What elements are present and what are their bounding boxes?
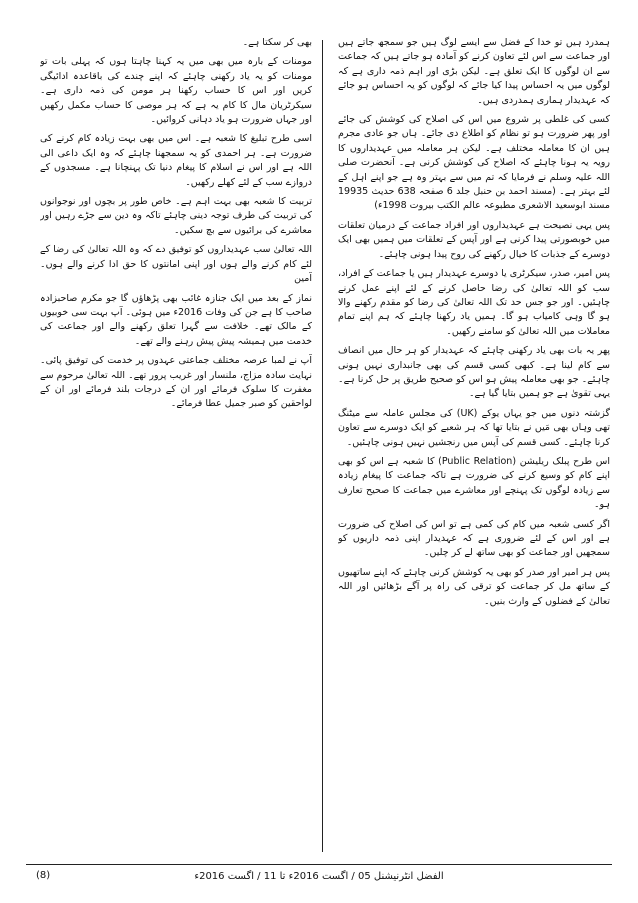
- left-paragraph: مومنات کے بارہ میں بھی میں یہ کہنا چاہتا ہوں کہ پہلی بات تو مومنات کو یہ یاد رکھنی چاہئے کہ اپنے چندے کی باقاعدہ ادائیگی کریں اور اس کا حساب رکھنا ہر مومن کی ذمہ داری ہے۔ سیکرٹریان مال کا کام یہ ہے کہ ہر موصی کا حساب مکمل رکھیں اور جہاں ضرورت ہو یاد دہانی کروائیں۔: [40, 56, 312, 126]
- right-paragraph: ہمدرد ہیں تو خدا کے فضل سے ایسے لوگ ہیں جو سمجھ جاتے ہیں اور جماعت سے اس لئے تعاون کرنے کو آمادہ ہو جاتے ہیں کہ جماعت سے ان لوگوں کا ایک تعلق ہے۔ لیکن بڑی اور اہم ذمہ داری ہے کہ لوگوں میں یہ احساس پیدا کیا جائے کہ لوگوں کو یہ احساس ہو جائے کہ عہدیدار ہماری ہمدردی ہیں۔: [338, 37, 610, 106]
- left-paragraph: تربیت کا شعبہ بھی بہت اہم ہے۔ خاص طور پر بچوں اور نوجوانوں کی تربیت کی طرف توجہ دینی چاہئے تاکہ وہ دین سے جڑے رہیں اور معاشرے کی برائیوں سے بچ سکیں۔: [40, 196, 312, 236]
- right-column: [338, 36, 610, 856]
- right-paragraph: پھر یہ بات بھی یاد رکھنی چاہئے کہ عہدیدار کو ہر حال میں انصاف سے کام لینا ہے۔ کبھی کسی قسم کی بھی جانبداری نہیں ہونی چاہئے۔ جو بھی معاملہ پیش ہو اس کو صحیح طریق پر حل کرنا ہے۔ یہی تقویٰ ہے جو ہمیں بتایا گیا ہے۔: [338, 345, 610, 400]
- right-paragraph: پس امیر، صدر، سیکرٹری یا دوسرے عہدیدار ہیں یا جماعت کے افراد، سب کو اللہ تعالیٰ کی رضا حاصل کرنے کے لئے اپنے عمل کرنے چاہئیں۔ اور جو جس حد تک اللہ تعالیٰ کی رضا کو مقدم رکھنے والا ہو گا وہی کامیاب ہو گا۔ ہمیں یاد رکھنا چاہئے کہ ہم اپنے تمام معاملات میں اللہ تعالیٰ کو سامنے رکھیں۔: [338, 268, 610, 337]
- left-paragraph: آپ نے لمبا عرصہ مختلف جماعتی عہدوں پر خدمت کی توفیق پائی۔ نہایت سادہ مزاج، ملنسار اور غریب پرور تھے۔ اللہ تعالیٰ مرحوم سے مغفرت کا سلوک فرمائے اور ان کے درجات بلند فرمائے اور ان کے لواحقین کو صبر جمیل عطا فرمائے۔: [40, 355, 312, 410]
- left-paragraph: نماز کے بعد میں ایک جنازہ غائب بھی پڑھاؤں گا جو مکرم صاحبزادہ صاحب کا ہے جن کی وفات 2016ء میں ہوئی۔ آپ بہت سی خوبیوں کے مالک تھے۔ خلافت سے گہرا تعلق رکھنے والے اور جماعت کی خدمت میں ہمیشہ پیش پیش رہنے والے تھے۔: [40, 292, 312, 347]
- right-paragraph: پس یہی نصیحت ہے عہدیداروں اور افراد جماعت کے درمیان تعلقات میں خوبصورتی پیدا کرنی ہے اور آپس کے تعلقات میں ہمیں بھی ایک دوسرے کے جذبات کا خیال رکھنے کی روح پیدا ہونی چاہئے۔: [338, 219, 610, 260]
- right-paragraph: گزشتہ دنوں میں جو یہاں یوکے (UK) کی مجلس عاملہ سے میٹنگ تھی وہاں بھی مَیں نے بتایا تھا کہ ہر شعبے کو ایک دوسرے سے تعاون کرنا چاہئے۔ کسی قسم کی آپس میں رنجشیں نہیں ہونی چاہئیں۔: [338, 407, 610, 448]
- right-paragraph: اس طرح پبلک ریلیشن (Public Relation) کا شعبہ ہے اس کو بھی اپنے کام کو وسیع کرنے کی ضرورت ہے تاکہ جماعت کا پیغام زیادہ سے زیادہ لوگوں تک پہنچے اور معاشرے میں جماعت کا صحیح تعارف ہو۔: [338, 455, 610, 511]
- left-paragraph: اسی طرح تبلیغ کا شعبہ ہے۔ اس میں بھی بہت زیادہ کام کرنے کی ضرورت ہے۔ ہر احمدی کو یہ سمجھنا چاہئے کہ وہ ایک داعی الی اللہ ہے اور اس نے اسلام کا پیغام دنیا تک پہنچانا ہے۔ مسجدوں کے دروازے سب کے لئے کھلے رکھیں۔: [40, 133, 312, 188]
- publication-date-line: الفضل انٹرنیشنل 05 / اگست 2016ء تا 11 / اگست 2016ء: [194, 871, 444, 882]
- left-paragraph: اللہ تعالیٰ سب عہدیداروں کو توفیق دے کہ وہ اللہ تعالیٰ کی رضا کے لئے کام کرنے والے ہوں اور اپنی امانتوں کا حق ادا کرنے والے ہوں۔ آمین: [40, 244, 312, 285]
- left-paragraph: بھی کر سکتا ہے۔: [242, 37, 312, 48]
- right-paragraph: پس ہر امیر اور صدر کو بھی یہ کوشش کرنی چاہئے کہ اپنے ساتھیوں کے ساتھ مل کر جماعت کو ترقی کی راہ پر آگے بڑھائیں اور اللہ تعالیٰ کے فضلوں کے وارث بنیں۔: [338, 566, 610, 607]
- page-footer: [26, 864, 612, 889]
- right-paragraph: کسی کی غلطی پر شروع میں اس کی اصلاح کی کوشش کی جائے اور پھر ضرورت ہو تو نظام کو اطلاع دی جائے۔ ہاں جو عادی مجرم ہیں ان کا معاملہ مختلف ہے۔ لیکن ہر معاملہ میں عہدیداروں کا رویہ یہ ہونا چاہئے کہ اصلاح کی کوشش کرنی ہے۔ آنحضرت صلی اللہ علیہ وسلم نے فرمایا کہ تم میں سے بہتر وہ ہے جو اپنے اہل کے لئے بہتر ہے۔ (مسند احمد بن حنبل جلد 6 صفحہ 638 حدیث 19935 مسند ابوسعید الاشعری مطبوعہ عالم الکتب بیروت 1998ء): [338, 114, 610, 212]
- left-column: [40, 36, 312, 856]
- page-number: (8): [36, 870, 51, 881]
- column-divider: [322, 40, 323, 852]
- right-paragraph: اگر کسی شعبہ میں کام کی کمی ہے تو اس کی اصلاح کی ضرورت ہے اور اس کے لئے ضروری ہے کہ عہدیدار اپنی ذمہ داریوں کو سمجھیں اور جماعت کو بھی ساتھ لے کر چلیں۔: [338, 518, 610, 559]
